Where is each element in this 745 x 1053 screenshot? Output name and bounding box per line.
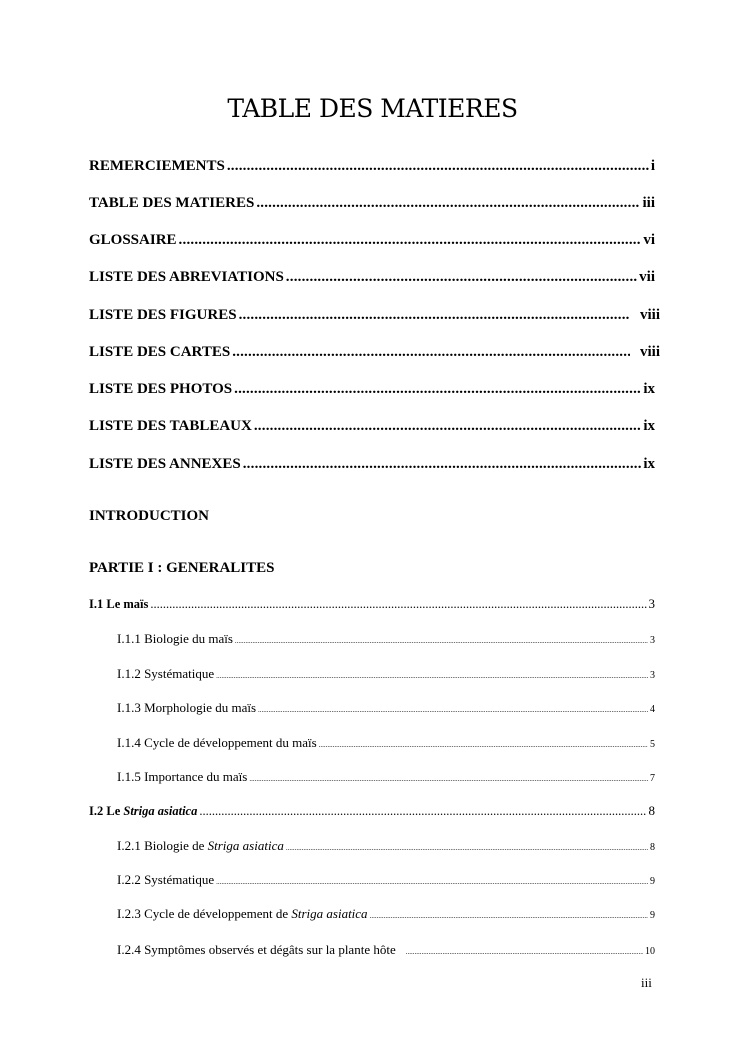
toc-subsection-page: 4: [650, 704, 655, 715]
toc-subsection-label: I.2.2 Systématique: [117, 872, 215, 887]
toc-subsection-label: I.1.5 Importance du maïs: [117, 769, 248, 784]
dot-leader: [227, 158, 649, 175]
dot-leader: [150, 597, 646, 612]
toc-section-page: 3: [648, 596, 655, 611]
introduction-heading[interactable]: INTRODUCTION: [89, 508, 210, 524]
toc-entry[interactable]: [89, 158, 655, 175]
toc-subsection-page: 3: [650, 635, 655, 646]
toc-subsection-page: 10: [645, 946, 655, 957]
toc-subsection-page: 9: [650, 910, 655, 921]
toc-entry[interactable]: [89, 381, 655, 398]
toc-subsection-page: 8: [650, 842, 655, 853]
dot-leader: [239, 307, 630, 324]
toc-entry-label: REMERCIEMENTS: [89, 158, 225, 174]
toc-subsection[interactable]: [117, 769, 655, 785]
dot-leader: [286, 269, 637, 286]
toc-section-label: I.1 Le maïs: [89, 597, 149, 611]
toc-subsection-page: 5: [650, 739, 655, 750]
dot-leader: [286, 844, 648, 852]
toc-subsection[interactable]: [117, 735, 655, 751]
toc-subsection-label: I.1.1 Biologie du maïs: [117, 631, 233, 646]
dot-leader: [249, 775, 648, 783]
toc-entry[interactable]: [89, 195, 655, 212]
dot-leader: [216, 672, 648, 680]
dot-leader: [216, 878, 648, 886]
toc-entry-label: LISTE DES ABREVIATIONS: [89, 269, 284, 285]
toc-subsection-page: 9: [650, 876, 655, 887]
toc-entry-page: vii: [639, 269, 655, 285]
dot-leader: [254, 418, 641, 435]
toc-subsection-label: I.1.4 Cycle de développement du maïs: [117, 735, 317, 750]
toc-entry-label: LISTE DES CARTES: [89, 344, 231, 360]
toc-subsection[interactable]: [117, 700, 655, 716]
dot-leader: [232, 344, 630, 361]
toc-subsection-page: 7: [650, 773, 655, 784]
toc-entry-page: ix: [643, 456, 655, 472]
dot-leader: [243, 456, 642, 473]
toc-entry-page: viii: [639, 307, 660, 323]
toc-subsection[interactable]: [117, 942, 655, 958]
toc-subsection-label: I.1.2 Systématique: [117, 666, 215, 681]
toc-subsection[interactable]: [117, 666, 655, 682]
toc-section[interactable]: [89, 596, 655, 612]
toc-entry-label: LISTE DES ANNEXES: [89, 456, 241, 472]
toc-subsection-label: I.2.4 Symptômes observés et dégâts sur la plante hôte: [117, 942, 396, 957]
toc-subsection-label: I.2.1 Biologie de Striga asiatica: [117, 838, 284, 853]
dot-leader: [179, 232, 642, 249]
toc-entry-label: TABLE DES MATIERES: [89, 195, 255, 211]
toc-entry-label: LISTE DES PHOTOS: [89, 381, 233, 397]
toc-entry-label: LISTE DES FIGURES: [89, 307, 237, 323]
toc-section[interactable]: [89, 803, 655, 819]
toc-entry[interactable]: [89, 344, 660, 361]
dot-leader: [256, 195, 640, 212]
toc-subsection[interactable]: [117, 906, 655, 922]
dot-leader: [370, 912, 648, 920]
toc-section-label: I.2 Le Striga asiatica: [89, 804, 198, 818]
toc-entry[interactable]: [89, 269, 655, 286]
toc-entry[interactable]: [89, 456, 655, 473]
dot-leader: [319, 741, 648, 749]
toc-entry[interactable]: [89, 307, 660, 324]
part-heading[interactable]: PARTIE I : GENERALITES: [89, 560, 275, 576]
toc-entry-page: i: [650, 158, 655, 174]
page-title: TABLE DES MATIERES: [227, 94, 518, 123]
dot-leader: [406, 948, 643, 956]
toc-entry[interactable]: [89, 418, 655, 435]
dot-leader: [199, 804, 646, 819]
toc-subsection-label: I.2.3 Cycle de développement de Striga asiatica: [117, 906, 368, 921]
toc-entry-page: viii: [639, 344, 660, 360]
dot-leader: [258, 706, 648, 714]
toc-entry-page: ix: [643, 381, 655, 397]
toc-subsection[interactable]: [117, 631, 655, 647]
page-number: iii: [641, 975, 652, 990]
toc-subsection[interactable]: [117, 872, 655, 888]
toc-entry-label: GLOSSAIRE: [89, 232, 177, 248]
dot-leader: [234, 381, 641, 398]
toc-section-page: 8: [648, 803, 655, 818]
toc-entry-page: vi: [643, 232, 655, 248]
toc-subsection-page: 3: [650, 670, 655, 681]
toc-entry-label: LISTE DES TABLEAUX: [89, 418, 252, 434]
dot-leader: [235, 637, 648, 645]
toc-subsection[interactable]: [117, 838, 655, 854]
toc-subsection-label: I.1.3 Morphologie du maïs: [117, 700, 257, 715]
toc-entry-page: iii: [642, 195, 655, 211]
toc-entry-page: ix: [643, 418, 655, 434]
toc-entry[interactable]: [89, 232, 655, 249]
